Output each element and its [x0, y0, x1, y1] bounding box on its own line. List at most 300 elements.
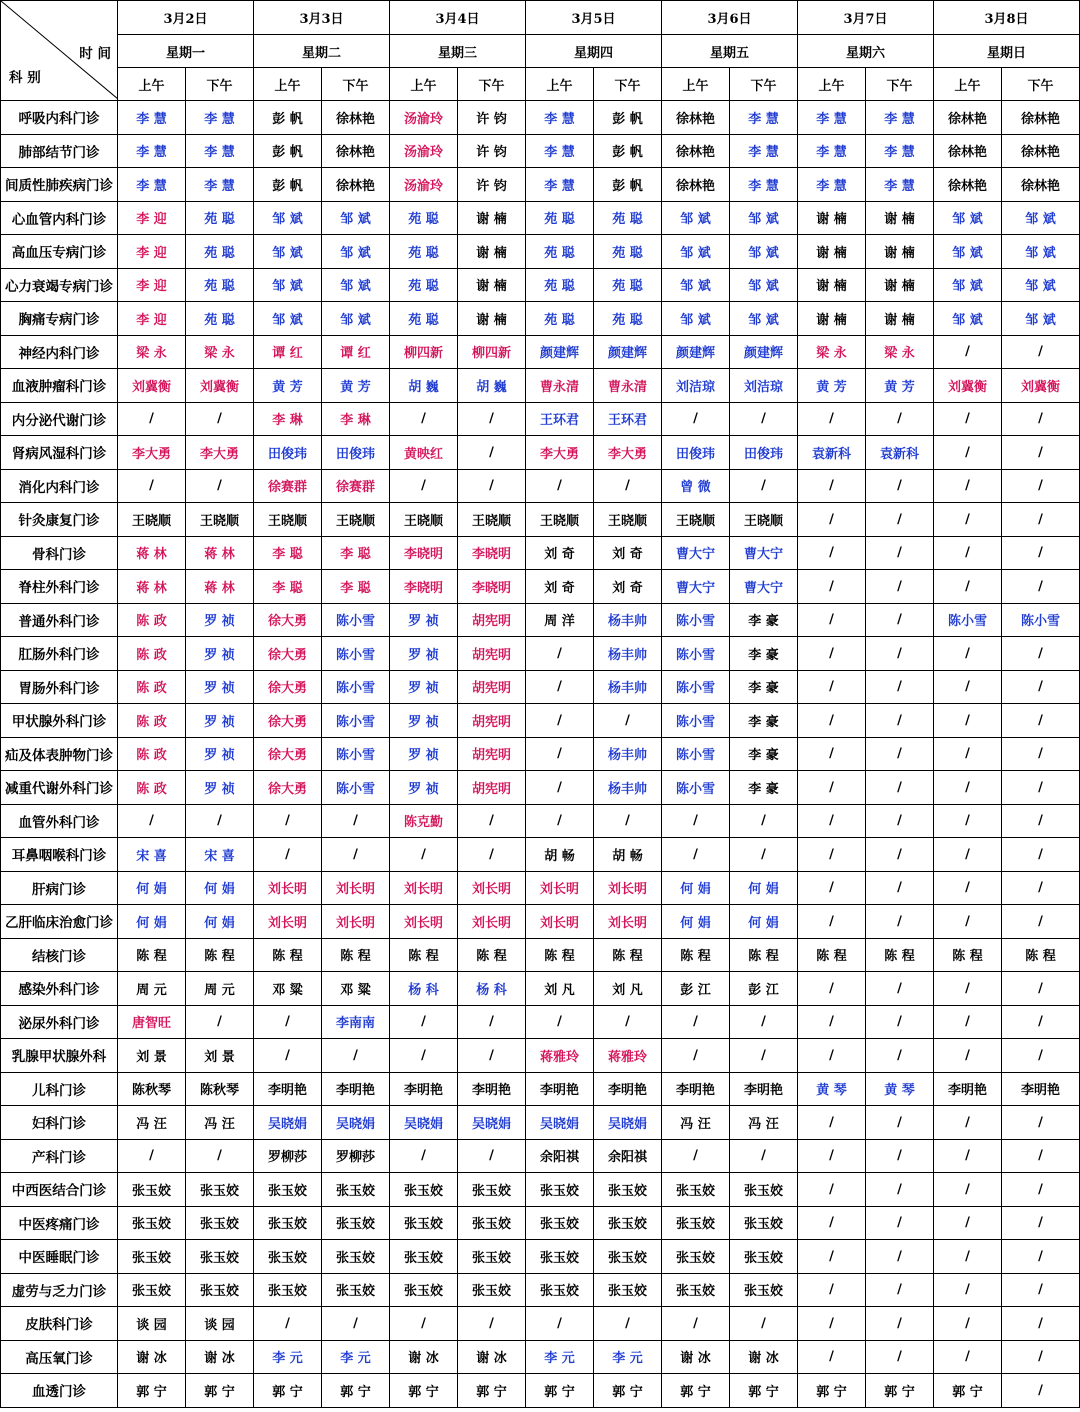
doctor-name-cell: 李 元 — [322, 1340, 390, 1374]
doctor-name-cell: 邹 斌 — [662, 235, 730, 269]
no-clinic-cell: / — [798, 1240, 866, 1274]
doctor-name-cell: 陈秋琴 — [186, 1072, 254, 1106]
doctor-name-cell: 袁新科 — [798, 436, 866, 470]
doctor-name-cell: 郭 宁 — [322, 1374, 390, 1408]
no-clinic-cell: / — [186, 804, 254, 838]
no-clinic-cell: / — [798, 1273, 866, 1307]
weekday-header: 星期六 — [798, 35, 934, 68]
no-clinic-cell: / — [798, 737, 866, 771]
no-clinic-cell: / — [254, 1039, 322, 1073]
doctor-name-cell: 李 慧 — [118, 101, 186, 135]
no-clinic-cell: / — [526, 1005, 594, 1039]
doctor-name-cell: 王晓顺 — [526, 503, 594, 537]
doctor-name-cell: 邹 斌 — [322, 302, 390, 336]
no-clinic-cell: / — [1002, 1173, 1080, 1207]
doctor-name-cell: 苑 聪 — [186, 302, 254, 336]
doctor-name-cell: 陈 程 — [458, 938, 526, 972]
no-clinic-cell: / — [934, 1173, 1002, 1207]
doctor-name-cell: 王环君 — [594, 402, 662, 436]
no-clinic-cell: / — [866, 570, 934, 604]
doctor-name-cell: 彭 帆 — [594, 101, 662, 135]
no-clinic-cell: / — [1002, 637, 1080, 671]
date-header: 3月8日 — [934, 1, 1080, 35]
date-header: 3月4日 — [390, 1, 526, 35]
date-header: 3月2日 — [118, 1, 254, 35]
doctor-name-cell: 田俊玮 — [254, 436, 322, 470]
doctor-name-cell: 徐大勇 — [254, 603, 322, 637]
doctor-name-cell: 周 元 — [186, 972, 254, 1006]
doctor-name-cell: 邓 粱 — [322, 972, 390, 1006]
doctor-name-cell: 蒋 林 — [186, 570, 254, 604]
no-clinic-cell: / — [390, 402, 458, 436]
doctor-name-cell: 谢 冰 — [118, 1340, 186, 1374]
doctor-name-cell: 刘洁琼 — [730, 369, 798, 403]
table-row — [1, 570, 1080, 604]
doctor-name-cell: 郭 宁 — [934, 1374, 1002, 1408]
doctor-name-cell: 谢 冰 — [458, 1340, 526, 1374]
no-clinic-cell: / — [390, 1307, 458, 1341]
no-clinic-cell: / — [866, 972, 934, 1006]
department-name: 肝病门诊 — [1, 871, 118, 905]
doctor-name-cell: 许 钧 — [458, 134, 526, 168]
doctor-name-cell: 陈小雪 — [322, 603, 390, 637]
no-clinic-cell: / — [458, 436, 526, 470]
doctor-name-cell: 王晓顺 — [322, 503, 390, 537]
doctor-name-cell: 邹 斌 — [934, 302, 1002, 336]
doctor-name-cell: 胡宪明 — [458, 771, 526, 805]
no-clinic-cell: / — [798, 1106, 866, 1140]
doctor-name-cell: 陈 政 — [118, 637, 186, 671]
department-name: 胸痛专病门诊 — [1, 302, 118, 336]
doctor-name-cell: 谢 楠 — [458, 302, 526, 336]
doctor-name-cell: 宋 喜 — [118, 838, 186, 872]
doctor-name-cell: 胡 畅 — [526, 838, 594, 872]
no-clinic-cell: / — [730, 1139, 798, 1173]
no-clinic-cell: / — [730, 1005, 798, 1039]
doctor-name-cell: 陈小雪 — [322, 637, 390, 671]
doctor-name-cell: 苑 聪 — [526, 268, 594, 302]
doctor-name-cell: 何 娟 — [118, 905, 186, 939]
doctor-name-cell: 周 洋 — [526, 603, 594, 637]
department-name: 肺部结节门诊 — [1, 134, 118, 168]
doctor-name-cell: 李 聪 — [322, 536, 390, 570]
doctor-name-cell: 李 慧 — [798, 134, 866, 168]
doctor-name-cell: 汤渝玲 — [390, 134, 458, 168]
no-clinic-cell: / — [662, 1139, 730, 1173]
department-name: 骨科门诊 — [1, 536, 118, 570]
doctor-name-cell: 柳四新 — [458, 335, 526, 369]
no-clinic-cell: / — [1002, 1273, 1080, 1307]
table-row — [1, 1139, 1080, 1173]
morning-header: 上午 — [254, 68, 322, 101]
no-clinic-cell: / — [934, 1307, 1002, 1341]
weekday-header: 星期二 — [254, 35, 390, 68]
department-name: 针灸康复门诊 — [1, 503, 118, 537]
no-clinic-cell: / — [934, 1139, 1002, 1173]
table-row — [1, 1307, 1080, 1341]
department-name: 儿科门诊 — [1, 1072, 118, 1106]
doctor-name-cell: 徐大勇 — [254, 771, 322, 805]
doctor-name-cell: 邹 斌 — [1002, 235, 1080, 269]
doctor-name-cell: 王晓顺 — [254, 503, 322, 537]
doctor-name-cell: 李明艳 — [730, 1072, 798, 1106]
doctor-name-cell: 陈小雪 — [662, 637, 730, 671]
doctor-name-cell: 张玉姣 — [254, 1206, 322, 1240]
doctor-name-cell: 颜建辉 — [662, 335, 730, 369]
doctor-name-cell: 刘长明 — [254, 905, 322, 939]
morning-header: 上午 — [662, 68, 730, 101]
department-name: 呼吸内科门诊 — [1, 101, 118, 135]
doctor-name-cell: 邹 斌 — [730, 268, 798, 302]
doctor-name-cell: 何 娟 — [662, 871, 730, 905]
no-clinic-cell: / — [390, 838, 458, 872]
no-clinic-cell: / — [934, 335, 1002, 369]
no-clinic-cell: / — [186, 469, 254, 503]
doctor-name-cell: 李 慧 — [730, 168, 798, 202]
doctor-name-cell: 王晓顺 — [594, 503, 662, 537]
doctor-name-cell: 曹大宁 — [730, 536, 798, 570]
doctor-name-cell: 杨丰帅 — [594, 737, 662, 771]
no-clinic-cell: / — [390, 1039, 458, 1073]
no-clinic-cell: / — [934, 704, 1002, 738]
afternoon-header: 下午 — [730, 68, 798, 101]
doctor-name-cell: 蒋雅玲 — [526, 1039, 594, 1073]
no-clinic-cell: / — [866, 1139, 934, 1173]
doctor-name-cell: 徐大勇 — [254, 704, 322, 738]
doctor-name-cell: 谭 红 — [254, 335, 322, 369]
table-row — [1, 101, 1080, 135]
morning-header: 上午 — [798, 68, 866, 101]
doctor-name-cell: 冯 汪 — [186, 1106, 254, 1140]
morning-header: 上午 — [934, 68, 1002, 101]
no-clinic-cell: / — [254, 1005, 322, 1039]
no-clinic-cell: / — [1002, 771, 1080, 805]
afternoon-header: 下午 — [866, 68, 934, 101]
doctor-name-cell: 邹 斌 — [254, 201, 322, 235]
no-clinic-cell: / — [934, 436, 1002, 470]
no-clinic-cell: / — [798, 771, 866, 805]
doctor-name-cell: 徐赛群 — [254, 469, 322, 503]
doctor-name-cell: 梁 永 — [866, 335, 934, 369]
doctor-name-cell: 陈小雪 — [662, 670, 730, 704]
department-name: 耳鼻咽喉科门诊 — [1, 838, 118, 872]
no-clinic-cell: / — [662, 804, 730, 838]
no-clinic-cell: / — [118, 1139, 186, 1173]
doctor-name-cell: 谢 冰 — [186, 1340, 254, 1374]
doctor-name-cell: 李明艳 — [662, 1072, 730, 1106]
doctor-name-cell: 李明艳 — [934, 1072, 1002, 1106]
doctor-name-cell: 张玉姣 — [254, 1173, 322, 1207]
doctor-name-cell: 张玉姣 — [594, 1173, 662, 1207]
no-clinic-cell: / — [526, 737, 594, 771]
no-clinic-cell: / — [1002, 871, 1080, 905]
doctor-name-cell: 唐智旺 — [118, 1005, 186, 1039]
no-clinic-cell: / — [934, 1240, 1002, 1274]
table-row — [1, 1039, 1080, 1073]
date-header: 3月7日 — [798, 1, 934, 35]
no-clinic-cell: / — [934, 804, 1002, 838]
no-clinic-cell: / — [730, 804, 798, 838]
doctor-name-cell: 徐林艳 — [322, 101, 390, 135]
doctor-name-cell: 刘长明 — [594, 905, 662, 939]
table-row — [1, 1340, 1080, 1374]
doctor-name-cell: 刘长明 — [458, 905, 526, 939]
doctor-name-cell: 蒋 林 — [118, 570, 186, 604]
doctor-name-cell: 张玉姣 — [322, 1273, 390, 1307]
doctor-name-cell: 李 元 — [254, 1340, 322, 1374]
doctor-name-cell: 李 慧 — [526, 168, 594, 202]
no-clinic-cell: / — [934, 972, 1002, 1006]
department-name: 甲状腺外科门诊 — [1, 704, 118, 738]
doctor-name-cell: 郭 宁 — [254, 1374, 322, 1408]
table-row — [1, 972, 1080, 1006]
doctor-name-cell: 徐林艳 — [934, 101, 1002, 135]
doctor-name-cell: 李大勇 — [118, 436, 186, 470]
afternoon-header: 下午 — [458, 68, 526, 101]
doctor-name-cell: 谢 楠 — [798, 268, 866, 302]
doctor-name-cell: 曹永清 — [594, 369, 662, 403]
doctor-name-cell: 邹 斌 — [934, 201, 1002, 235]
no-clinic-cell: / — [798, 1139, 866, 1173]
doctor-name-cell: 曹大宁 — [662, 536, 730, 570]
no-clinic-cell: / — [934, 905, 1002, 939]
no-clinic-cell: / — [322, 804, 390, 838]
no-clinic-cell: / — [934, 737, 1002, 771]
no-clinic-cell: / — [594, 1005, 662, 1039]
doctor-name-cell: 苑 聪 — [186, 268, 254, 302]
doctor-name-cell: 张玉姣 — [186, 1173, 254, 1207]
morning-header: 上午 — [118, 68, 186, 101]
doctor-name-cell: 苑 聪 — [526, 302, 594, 336]
department-name: 胃肠外科门诊 — [1, 670, 118, 704]
doctor-name-cell: 黄 琴 — [866, 1072, 934, 1106]
doctor-name-cell: 张玉姣 — [662, 1240, 730, 1274]
no-clinic-cell: / — [1002, 570, 1080, 604]
doctor-name-cell: 袁新科 — [866, 436, 934, 470]
doctor-name-cell: 罗 祯 — [390, 704, 458, 738]
table-row — [1, 871, 1080, 905]
date-header: 3月5日 — [526, 1, 662, 35]
no-clinic-cell: / — [866, 536, 934, 570]
doctor-name-cell: 彭 帆 — [254, 168, 322, 202]
doctor-name-cell: 罗 祯 — [390, 637, 458, 671]
table-row — [1, 1240, 1080, 1274]
no-clinic-cell: / — [1002, 905, 1080, 939]
doctor-name-cell: 刘 奇 — [526, 570, 594, 604]
doctor-name-cell: 胡宪明 — [458, 670, 526, 704]
doctor-name-cell: 谈 园 — [118, 1307, 186, 1341]
no-clinic-cell: / — [458, 1139, 526, 1173]
doctor-name-cell: 郭 宁 — [458, 1374, 526, 1408]
doctor-name-cell: 李晓明 — [458, 570, 526, 604]
department-name: 血液肿瘤科门诊 — [1, 369, 118, 403]
department-name: 产科门诊 — [1, 1139, 118, 1173]
no-clinic-cell: / — [934, 570, 1002, 604]
doctor-name-cell: 吴晓娟 — [322, 1106, 390, 1140]
doctor-name-cell: 郭 宁 — [866, 1374, 934, 1408]
doctor-name-cell: 张玉姣 — [594, 1206, 662, 1240]
doctor-name-cell: 张玉姣 — [118, 1240, 186, 1274]
no-clinic-cell: / — [866, 469, 934, 503]
table-row — [1, 704, 1080, 738]
department-name: 血管外科门诊 — [1, 804, 118, 838]
doctor-name-cell: 李晓明 — [390, 536, 458, 570]
doctor-name-cell: 余阳祺 — [594, 1139, 662, 1173]
doctor-name-cell: 李明艳 — [390, 1072, 458, 1106]
no-clinic-cell: / — [934, 1206, 1002, 1240]
doctor-name-cell: 刘 景 — [118, 1039, 186, 1073]
doctor-name-cell: 罗 祯 — [186, 603, 254, 637]
department-name: 高血压专病门诊 — [1, 235, 118, 269]
no-clinic-cell: / — [458, 1307, 526, 1341]
doctor-name-cell: 陈小雪 — [662, 603, 730, 637]
doctor-name-cell: 李晓明 — [390, 570, 458, 604]
department-name: 普通外科门诊 — [1, 603, 118, 637]
doctor-name-cell: 陈小雪 — [662, 771, 730, 805]
no-clinic-cell: / — [662, 1307, 730, 1341]
no-clinic-cell: / — [322, 1307, 390, 1341]
doctor-name-cell: 刘长明 — [390, 871, 458, 905]
doctor-name-cell: 李明艳 — [1002, 1072, 1080, 1106]
doctor-name-cell: 徐大勇 — [254, 670, 322, 704]
doctor-name-cell: 陈 程 — [118, 938, 186, 972]
doctor-name-cell: 徐林艳 — [322, 168, 390, 202]
department-name: 虚劳与乏力门诊 — [1, 1273, 118, 1307]
department-name: 减重代谢外科门诊 — [1, 771, 118, 805]
no-clinic-cell: / — [730, 402, 798, 436]
table-row — [1, 603, 1080, 637]
no-clinic-cell: / — [866, 1307, 934, 1341]
no-clinic-cell: / — [798, 402, 866, 436]
no-clinic-cell: / — [526, 637, 594, 671]
afternoon-header: 下午 — [1002, 68, 1080, 101]
doctor-name-cell: 陈小雪 — [662, 737, 730, 771]
no-clinic-cell: / — [934, 771, 1002, 805]
doctor-name-cell: 颜建辉 — [594, 335, 662, 369]
doctor-name-cell: 郭 宁 — [118, 1374, 186, 1408]
doctor-name-cell: 陈 程 — [730, 938, 798, 972]
no-clinic-cell: / — [594, 804, 662, 838]
doctor-name-cell: 李 豪 — [730, 704, 798, 738]
doctor-name-cell: 李 慧 — [118, 134, 186, 168]
doctor-name-cell: 刘 奇 — [594, 536, 662, 570]
doctor-name-cell: 徐林艳 — [1002, 101, 1080, 135]
doctor-name-cell: 邹 斌 — [730, 201, 798, 235]
doctor-name-cell: 刘 景 — [186, 1039, 254, 1073]
table-row — [1, 1374, 1080, 1408]
doctor-name-cell: 徐林艳 — [662, 168, 730, 202]
department-name: 结核门诊 — [1, 938, 118, 972]
table-row — [1, 134, 1080, 168]
doctor-name-cell: 陈 程 — [1002, 938, 1080, 972]
doctor-name-cell: 邓 粱 — [254, 972, 322, 1006]
no-clinic-cell: / — [866, 804, 934, 838]
doctor-name-cell: 彭 江 — [662, 972, 730, 1006]
table-row — [1, 1173, 1080, 1207]
no-clinic-cell: / — [934, 1106, 1002, 1140]
doctor-name-cell: 陈 程 — [254, 938, 322, 972]
doctor-name-cell: 谢 楠 — [458, 268, 526, 302]
doctor-name-cell: 徐林艳 — [322, 134, 390, 168]
no-clinic-cell: / — [526, 804, 594, 838]
doctor-name-cell: 李 聪 — [254, 570, 322, 604]
no-clinic-cell: / — [1002, 670, 1080, 704]
doctor-name-cell: 刘长明 — [322, 871, 390, 905]
doctor-name-cell: 张玉姣 — [526, 1173, 594, 1207]
department-name: 高压氧门诊 — [1, 1340, 118, 1374]
doctor-name-cell: 刘长明 — [526, 871, 594, 905]
doctor-name-cell: 张玉姣 — [186, 1206, 254, 1240]
table-row — [1, 335, 1080, 369]
no-clinic-cell: / — [934, 536, 1002, 570]
no-clinic-cell: / — [866, 1340, 934, 1374]
doctor-name-cell: 李明艳 — [254, 1072, 322, 1106]
doctor-name-cell: 谢 冰 — [390, 1340, 458, 1374]
no-clinic-cell: / — [934, 1005, 1002, 1039]
doctor-name-cell: 邹 斌 — [1002, 268, 1080, 302]
department-name: 中医睡眠门诊 — [1, 1240, 118, 1274]
no-clinic-cell: / — [934, 637, 1002, 671]
table-row — [1, 402, 1080, 436]
table-row — [1, 235, 1080, 269]
doctor-name-cell: 张玉姣 — [186, 1240, 254, 1274]
doctor-name-cell: 李 聪 — [322, 570, 390, 604]
doctor-name-cell: 王晓顺 — [186, 503, 254, 537]
doctor-name-cell: 陈 政 — [118, 603, 186, 637]
doctor-name-cell: 李 元 — [594, 1340, 662, 1374]
date-header: 3月6日 — [662, 1, 798, 35]
doctor-name-cell: 李 琳 — [254, 402, 322, 436]
no-clinic-cell: / — [866, 1273, 934, 1307]
doctor-name-cell: 刘冀衡 — [118, 369, 186, 403]
doctor-name-cell: 黄 芳 — [254, 369, 322, 403]
table-row — [1, 637, 1080, 671]
doctor-name-cell: 苑 聪 — [594, 268, 662, 302]
no-clinic-cell: / — [798, 704, 866, 738]
morning-header: 上午 — [526, 68, 594, 101]
department-name: 脊柱外科门诊 — [1, 570, 118, 604]
doctor-name-cell: 杨 科 — [390, 972, 458, 1006]
doctor-name-cell: 陈 政 — [118, 704, 186, 738]
doctor-name-cell: 刘 奇 — [594, 570, 662, 604]
doctor-name-cell: 李 慧 — [798, 168, 866, 202]
table-row — [1, 1005, 1080, 1039]
doctor-name-cell: 陈 程 — [526, 938, 594, 972]
no-clinic-cell: / — [798, 503, 866, 537]
doctor-name-cell: 陈小雪 — [662, 704, 730, 738]
no-clinic-cell: / — [1002, 335, 1080, 369]
doctor-name-cell: 张玉姣 — [730, 1273, 798, 1307]
doctor-name-cell: 李 迎 — [118, 268, 186, 302]
no-clinic-cell: / — [1002, 1307, 1080, 1341]
no-clinic-cell: / — [798, 838, 866, 872]
doctor-name-cell: 罗 祯 — [186, 637, 254, 671]
doctor-name-cell: 陈 程 — [322, 938, 390, 972]
no-clinic-cell: / — [594, 704, 662, 738]
no-clinic-cell: / — [186, 402, 254, 436]
no-clinic-cell: / — [798, 670, 866, 704]
doctor-name-cell: 刘冀衡 — [934, 369, 1002, 403]
no-clinic-cell: / — [798, 972, 866, 1006]
weekday-header: 星期五 — [662, 35, 798, 68]
no-clinic-cell: / — [1002, 1039, 1080, 1073]
doctor-name-cell: 冯 汪 — [662, 1106, 730, 1140]
department-name: 心血管内科门诊 — [1, 201, 118, 235]
doctor-name-cell: 谢 楠 — [458, 235, 526, 269]
doctor-name-cell: 苑 聪 — [186, 235, 254, 269]
doctor-name-cell: 李 慧 — [186, 101, 254, 135]
no-clinic-cell: / — [798, 1005, 866, 1039]
